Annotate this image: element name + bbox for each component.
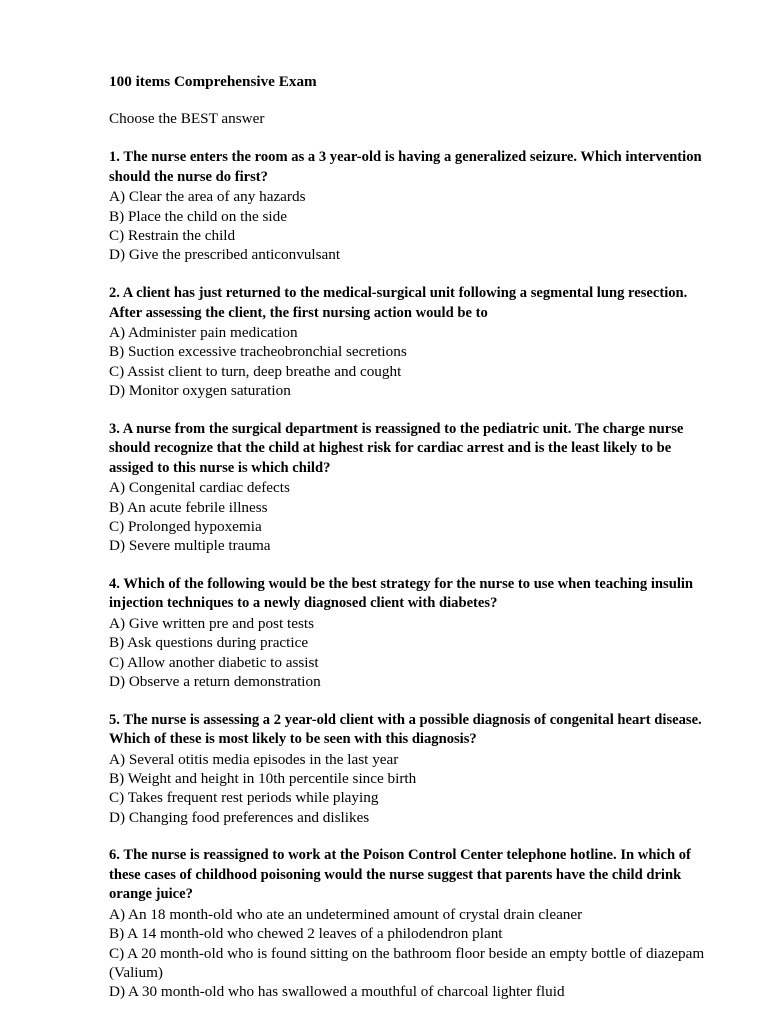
answer-option-a: A) Congenital cardiac defects bbox=[109, 479, 290, 497]
answer-option-d: D) Changing food preferences and dislikes bbox=[109, 808, 370, 826]
answer-option-d: D) Observe a return demonstration bbox=[109, 673, 321, 691]
answer-options bbox=[109, 478, 718, 556]
answer-option-c: C) Assist client to turn, deep breathe and cought bbox=[109, 362, 402, 380]
answer-option-a: A) Clear the area of any hazards bbox=[109, 188, 306, 206]
answer-options bbox=[109, 750, 718, 828]
answer-option-c: C) Prolonged hypoxemia bbox=[109, 517, 262, 535]
answer-option-c: C) Allow another diabetic to assist bbox=[109, 653, 319, 671]
answer-option-b: B) Place the child on the side bbox=[109, 207, 287, 225]
answer-option-a: A) Several otitis media episodes in the last year bbox=[109, 750, 399, 768]
answer-option-d: D) Monitor oxygen saturation bbox=[109, 382, 291, 400]
question-stem: 6. The nurse is reassigned to work at the Poison Control Center telephone hotline. In which of these cases of childhood poisoning would the nurse suggest that parents have the child drink orange juice? bbox=[109, 847, 691, 903]
answer-option-a: A) Give written pre and post tests bbox=[109, 614, 314, 632]
answer-option-c: C) A 20 month-old who is found sitting on the bathroom floor beside an empty bottle of diazepam (Valium) bbox=[109, 944, 705, 981]
question-2 bbox=[109, 284, 718, 400]
answer-option-d: D) Give the prescribed anticonvulsant bbox=[109, 246, 341, 264]
answer-option-b: B) Ask questions during practice bbox=[109, 634, 309, 652]
question-stem: 5. The nurse is assessing a 2 year-old client with a possible diagnosis of congenital heart disease. Which of these is most likely to be seen with this diagnosis? bbox=[109, 711, 702, 748]
answer-option-a: A) Administer pain medication bbox=[109, 323, 298, 341]
question-stem: 3. A nurse from the surgical department is reassigned to the pediatric unit. The charge nurse should recognize that the child at highest risk for cardiac arrest and is the least likely to be assiged to this nurse is which child? bbox=[109, 420, 684, 476]
answer-option-d: D) A 30 month-old who has swallowed a mouthful of charcoal lighter fluid bbox=[109, 983, 565, 1001]
question-1 bbox=[109, 148, 718, 264]
answer-option-a: A) An 18 month-old who ate an undetermined amount of crystal drain cleaner bbox=[109, 905, 583, 923]
exam-instruction: Choose the BEST answer bbox=[109, 110, 265, 128]
answer-option-c: C) Takes frequent rest periods while playing bbox=[109, 789, 379, 807]
answer-option-d: D) Severe multiple trauma bbox=[109, 537, 271, 555]
question-stem: 4. Which of the following would be the best strategy for the nurse to use when teaching insulin injection techniques to a newly diagnosed client with diabetes? bbox=[109, 576, 694, 612]
question-5 bbox=[109, 711, 718, 827]
answer-option-b: B) A 14 month-old who chewed 2 leaves of a philodendron plant bbox=[109, 925, 503, 943]
answer-options bbox=[109, 614, 718, 692]
answer-options bbox=[109, 323, 718, 401]
exam-title: 100 items Comprehensive Exam bbox=[109, 73, 317, 90]
question-stem: 2. A client has just returned to the medical-surgical unit following a segmental lung resection. After assessing the client, the first nursing action would be to bbox=[109, 285, 688, 321]
question-6 bbox=[109, 846, 718, 1001]
question-stem: 1. The nurse enters the room as a 3 year-old is having a generalized seizure. Which intervention should the nurse do first? bbox=[109, 149, 702, 185]
answer-option-c: C) Restrain the child bbox=[109, 227, 236, 245]
answer-options bbox=[109, 905, 718, 1002]
answer-option-b: B) An acute febrile illness bbox=[109, 498, 268, 516]
answer-option-b: B) Weight and height in 10th percentile since birth bbox=[109, 769, 417, 787]
question-4 bbox=[109, 575, 718, 691]
question-3 bbox=[109, 420, 718, 556]
answer-option-b: B) Suction excessive tracheobronchial secretions bbox=[109, 343, 407, 361]
answer-options bbox=[109, 187, 718, 265]
